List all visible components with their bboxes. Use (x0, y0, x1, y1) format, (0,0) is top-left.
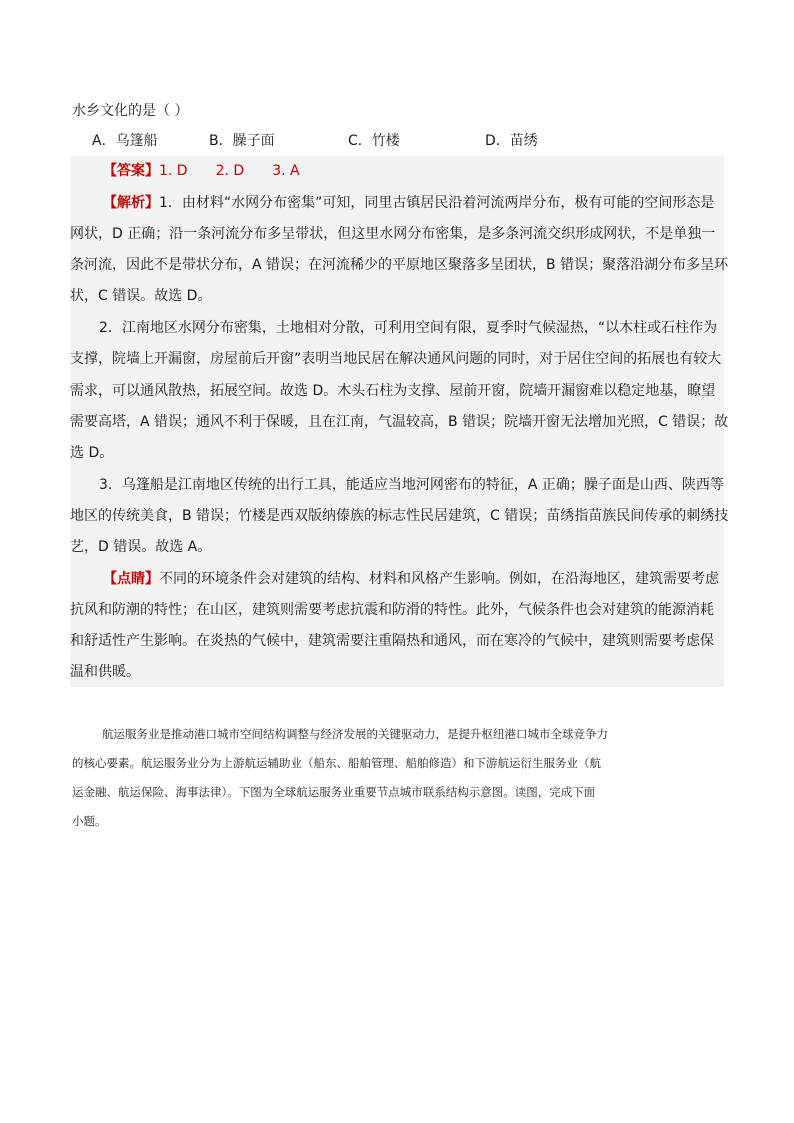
answer-3: 3. A (272, 163, 300, 179)
analysis-line-1 (70, 192, 757, 214)
analysis-text-1: 1．由材料“水网分布密集”可知，同里古镇居民沿着河流两岸分布，极有可能的空间形态是 (159, 195, 715, 211)
comment-line-2: 抗风和防潮的特性；在山区，建筑则需要考虑抗震和防滑的特性。此外，气候条件也会对建筑的能源消耗 (70, 602, 714, 618)
answer-line (70, 160, 757, 182)
answer-tag: 【答案】 (103, 163, 159, 179)
question-stem: 水乡文化的是（ ） (72, 103, 189, 119)
comment-tag: 【点睛】 (103, 571, 159, 587)
para3-line-3: 艺，D 错误。故选 A。 (70, 539, 212, 555)
shipping-service-material (72, 720, 722, 836)
option-d: D．苗绣 (485, 133, 538, 149)
para2-line-2: 支撑，院墙上开漏窗，房屋前后开窗”表明当地民居在解决通风问题的同时，对于居住空间的拓展也有较大 (70, 351, 722, 367)
comment-line-3: 和舒适性产生影响。在炎热的气候中，建筑需要注重隔热和通风，而在寒冷的气候中，建筑则需要考虑保 (70, 633, 714, 649)
material-line-1: 航运服务业是推动港口城市空间结构调整与经济发展的关键驱动力，是提升枢纽港口城市全球竞争力 (102, 727, 608, 741)
para3-line-1: 3．乌篷船是江南地区传统的出行工具，能适应当地河网密布的特征，A 正确；臊子面是山西、陕西等 (99, 477, 724, 493)
comment-text-1: 不同的环境条件会对建筑的结构、材料和风格产生影响。例如，在沿海地区，建筑需要考虑 (159, 571, 719, 587)
option-c: C．竹楼 (348, 133, 400, 149)
analysis-tag: 【解析】 (103, 195, 159, 211)
option-b: B．臊子面 (209, 133, 275, 149)
material-line-2: 的核心要素。航运服务业分为上游航运辅助业（船东、船舶管理、船舶修造）和下游航运衍生服务业（航 (72, 756, 601, 770)
para2-line-3: 需求，可以通风散热，拓展空间。故选 D。木头石柱为支撑、屋前开窗，院墙开漏窗难以稳定地基，瞭望 (70, 383, 716, 399)
answer-1: 1. D (159, 163, 188, 179)
analysis-line-2: 网状，D 正确；沿一条河流分布多呈带状，但这里水网分布密集，是多条河流交织形成网状，不是单独一 (70, 226, 716, 242)
material-line-4: 小题。 (72, 814, 107, 828)
para2-line-5: 选 D。 (70, 445, 114, 461)
comment-line-4: 温和供暖。 (70, 664, 140, 680)
para2-line-4: 需要高塔，A 错误；通风不利于保暖，且在江南，气温较高，B 错误；院墙开窗无法增加光照，C 错误；故 (70, 414, 729, 430)
analysis-line-4: 状，C 错误。故选 D。 (70, 288, 212, 304)
para2-line-1: 2．江南地区水网分布密集，土地相对分散，可利用空间有限，夏季时气候湿热，“以木柱或石柱作为 (99, 320, 718, 336)
answer-analysis-box (70, 156, 729, 687)
para3-line-2: 地区的传统美食，B 错误；竹楼是西双版纳傣族的标志性民居建筑，C 错误；苗绣指苗族民间传承的刺绣技 (70, 508, 729, 524)
analysis-line-3: 条河流，因此不是带状分布，A 错误；在河流稀少的平原地区聚落多呈团状，B 错误；聚落沿湖分布多呈环 (70, 257, 729, 273)
material-line-3: 运金融、航运保险、海事法律）。下图为全球航运服务业重要节点城市联系结构示意图。读图，完成下面 (72, 785, 596, 799)
question-options (92, 130, 652, 152)
comment-line-1 (70, 568, 757, 590)
option-a: A．乌篷船 (92, 133, 158, 149)
answer-2: 2. D (215, 163, 245, 179)
